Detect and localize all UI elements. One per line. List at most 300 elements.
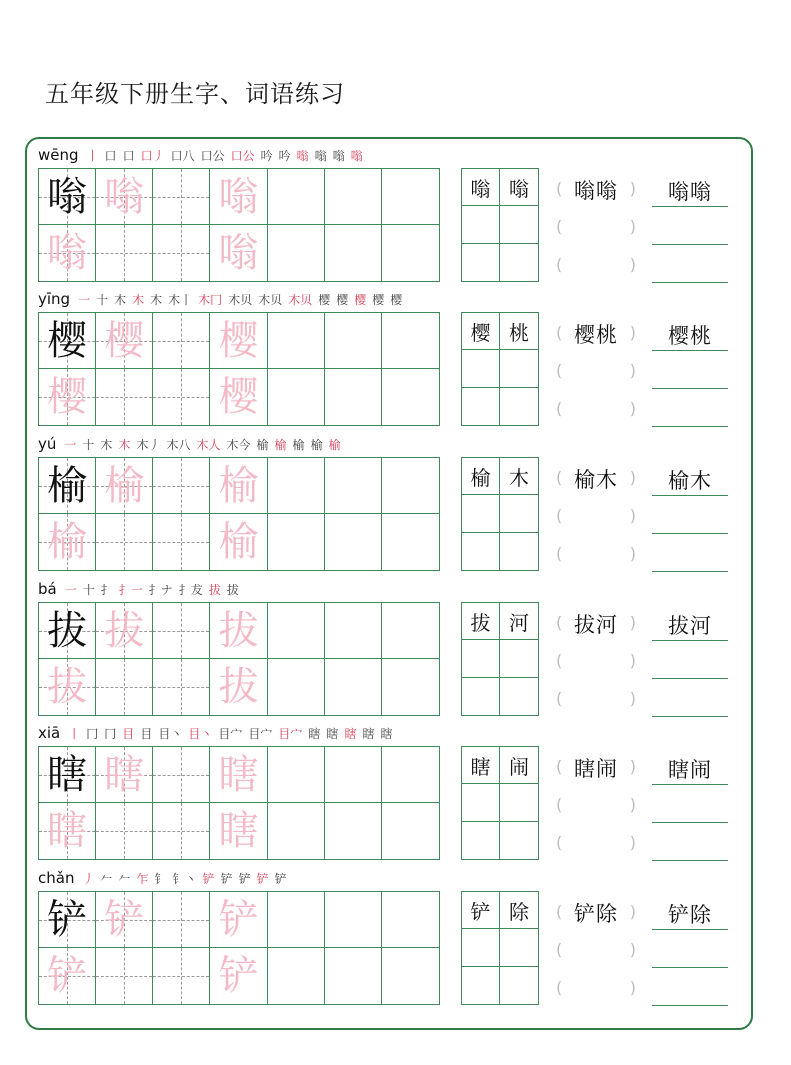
close-paren: ) (629, 977, 636, 997)
writing-cell[interactable] (268, 892, 325, 948)
paren-blank[interactable] (556, 686, 636, 710)
practice-grid (38, 168, 440, 282)
word-cell (462, 313, 500, 350)
answer-line[interactable] (652, 571, 728, 572)
stroke-step: 𠂉 (100, 872, 113, 886)
underline-column (652, 457, 728, 571)
paren-blank[interactable] (556, 830, 636, 854)
word-cell[interactable] (500, 350, 538, 387)
stroke-step: 吟 (260, 149, 273, 163)
word-cell[interactable] (500, 822, 538, 859)
writing-cell[interactable] (210, 225, 267, 281)
trace-char: 榆 (47, 519, 88, 565)
stroke-order-row (38, 867, 293, 887)
writing-cell[interactable] (39, 369, 96, 425)
writing-cell[interactable] (382, 514, 439, 570)
open-paren: ( (556, 254, 563, 274)
trace-char: 嗡 (218, 173, 259, 220)
writing-cell[interactable] (96, 659, 153, 715)
writing-cell[interactable] (96, 169, 153, 225)
stroke-step: 拔 (208, 583, 221, 597)
writing-cell[interactable] (325, 803, 382, 859)
word-char: 河 (509, 610, 529, 635)
stroke-step: 瞎 (362, 727, 375, 741)
writing-cell[interactable] (325, 169, 382, 225)
writing-cell[interactable] (382, 313, 439, 369)
answer-line[interactable] (652, 678, 728, 679)
answer-line[interactable] (652, 967, 728, 968)
stroke-step: 口公 (200, 149, 225, 163)
trace-char: 瞎 (218, 751, 259, 798)
writing-cell[interactable] (268, 313, 325, 369)
stroke-step: 嗡 (314, 149, 327, 163)
stroke-step: 樱 (390, 293, 403, 307)
stroke-step: 目丶 (188, 727, 213, 741)
writing-cell[interactable] (325, 225, 382, 281)
paren-word: 铲除 (574, 902, 618, 926)
writing-cell[interactable] (96, 747, 153, 803)
stroke-step: 乍 (136, 872, 149, 886)
open-paren: ( (556, 650, 563, 670)
writing-cell[interactable] (210, 803, 267, 859)
word-cell[interactable] (462, 929, 500, 966)
writing-cell[interactable] (153, 948, 210, 1004)
stroke-step: 冂 (86, 727, 99, 741)
stroke-step: 口八 (170, 149, 195, 163)
open-paren: ( (556, 322, 563, 342)
writing-cell[interactable] (39, 458, 96, 514)
writing-cell[interactable] (153, 369, 210, 425)
model-char: 瞎 (47, 751, 88, 798)
writing-cell[interactable] (382, 169, 439, 225)
paren-blank[interactable] (556, 252, 636, 276)
open-paren: ( (556, 505, 563, 525)
trace-char: 铲 (47, 953, 88, 999)
word-cell[interactable] (500, 244, 538, 281)
word-grid (461, 746, 539, 860)
writing-cell[interactable] (382, 458, 439, 514)
writing-cell[interactable] (325, 458, 382, 514)
word-cell[interactable] (500, 533, 538, 570)
underline-word: 嗡嗡 (668, 180, 712, 204)
word-cell (462, 169, 500, 206)
stroke-step: 十 (82, 583, 95, 597)
writing-cell[interactable] (382, 225, 439, 281)
writing-cell[interactable] (39, 514, 96, 570)
writing-cell[interactable] (153, 603, 210, 659)
word-cell[interactable] (500, 678, 538, 715)
answer-line[interactable] (652, 244, 728, 245)
answer-line[interactable] (652, 533, 728, 534)
word-cell[interactable] (500, 784, 538, 821)
parentheses-column (556, 602, 636, 716)
trace-char: 榆 (218, 462, 259, 509)
writing-cell[interactable] (210, 892, 267, 948)
underline-column (652, 168, 728, 282)
writing-cell[interactable] (39, 169, 96, 225)
writing-cell[interactable] (268, 603, 325, 659)
pinyin-label: yú (38, 435, 57, 453)
writing-cell[interactable] (153, 313, 210, 369)
stroke-step: 𠂉 (118, 872, 131, 886)
model-char: 樱 (47, 317, 88, 364)
underline-word: 铲除 (668, 903, 712, 927)
writing-cell[interactable] (210, 313, 267, 369)
stroke-step: 樱 (372, 293, 385, 307)
writing-cell[interactable] (268, 225, 325, 281)
stroke-step: 木人 (196, 438, 221, 452)
close-paren: ) (629, 467, 636, 487)
writing-cell[interactable] (210, 603, 267, 659)
writing-cell[interactable] (382, 603, 439, 659)
close-paren: ) (629, 650, 636, 670)
writing-cell[interactable] (325, 948, 382, 1004)
answer-line[interactable] (652, 426, 728, 427)
close-paren: ) (629, 178, 636, 198)
word-cell[interactable] (462, 388, 500, 425)
stroke-step: 樱 (318, 293, 331, 307)
writing-cell[interactable] (382, 803, 439, 859)
word-cell (462, 892, 500, 929)
paren-blank[interactable] (556, 792, 636, 816)
word-cell (462, 603, 500, 640)
close-paren: ) (629, 543, 636, 563)
underline-word: 榆木 (668, 469, 712, 493)
paren-blank[interactable] (556, 214, 636, 238)
close-paren: ) (629, 216, 636, 236)
paren-blank[interactable] (556, 541, 636, 565)
practice-grid (38, 746, 440, 860)
word-cell[interactable] (462, 533, 500, 570)
writing-cell[interactable] (96, 458, 153, 514)
word-cell[interactable] (500, 388, 538, 425)
stroke-step: 嗡 (350, 149, 363, 163)
writing-cell[interactable] (325, 603, 382, 659)
writing-cell[interactable] (153, 892, 210, 948)
underline-word: 拔河 (668, 614, 712, 638)
paren-blank[interactable] (556, 937, 636, 961)
underline-column (652, 746, 728, 860)
writing-cell[interactable] (210, 514, 267, 570)
word-char: 樱 (470, 320, 491, 345)
answer-line[interactable] (652, 388, 728, 389)
paren-word: 拔河 (574, 613, 618, 637)
writing-cell[interactable] (210, 948, 267, 1004)
writing-cell[interactable] (96, 369, 153, 425)
stroke-step: 冂 (104, 727, 117, 741)
trace-char: 拔 (218, 664, 259, 710)
model-char: 榆 (47, 462, 88, 509)
close-paren: ) (629, 360, 636, 380)
writing-cell[interactable] (39, 747, 96, 803)
stroke-step: 木冂 (198, 293, 223, 307)
trace-char: 樱 (218, 317, 259, 364)
writing-cell[interactable] (268, 369, 325, 425)
parentheses-column (556, 168, 636, 282)
stroke-step: 十 (96, 293, 109, 307)
stroke-step: 铲 (274, 872, 287, 886)
word-cell[interactable] (462, 244, 500, 281)
trace-char: 樱 (104, 317, 145, 364)
answer-line[interactable] (652, 860, 728, 861)
word-cell[interactable] (462, 350, 500, 387)
trace-char: 铲 (218, 953, 259, 999)
writing-cell[interactable] (325, 369, 382, 425)
stroke-step: 口公 (230, 149, 255, 163)
answer-line (652, 640, 728, 641)
trace-char: 瞎 (218, 808, 259, 854)
answer-line[interactable] (652, 1005, 728, 1006)
word-char: 桃 (509, 320, 529, 345)
paren-blank[interactable] (556, 975, 636, 999)
underline-column (652, 891, 728, 1005)
pinyin-label: wēng (38, 146, 79, 164)
writing-cell[interactable] (39, 659, 96, 715)
stroke-step: 木 (132, 293, 145, 307)
stroke-step: 木丿 (136, 438, 161, 452)
writing-cell[interactable] (210, 458, 267, 514)
stroke-step: 榆 (274, 438, 287, 452)
close-paren: ) (629, 756, 636, 776)
answer-line (652, 929, 728, 930)
writing-cell[interactable] (39, 225, 96, 281)
stroke-step: 瞎 (344, 727, 357, 741)
open-paren: ( (556, 360, 563, 380)
open-paren: ( (556, 467, 563, 487)
word-cell[interactable] (500, 640, 538, 677)
stroke-step: 丿 (82, 872, 95, 886)
trace-char: 拔 (47, 664, 88, 710)
stroke-step: 铲 (238, 872, 251, 886)
writing-cell[interactable] (382, 369, 439, 425)
writing-cell[interactable] (382, 892, 439, 948)
answer-line[interactable] (652, 716, 728, 717)
stroke-step: 一 (78, 293, 91, 307)
stroke-step: 铲 (256, 872, 269, 886)
writing-cell[interactable] (39, 892, 96, 948)
stroke-step: 扌犮 (178, 583, 203, 597)
pinyin-label: chǎn (38, 869, 75, 887)
answer-line (652, 784, 728, 785)
writing-cell[interactable] (210, 659, 267, 715)
stroke-step: 樱 (336, 293, 349, 307)
writing-cell[interactable] (153, 659, 210, 715)
writing-cell[interactable] (96, 225, 153, 281)
open-paren: ( (556, 756, 563, 776)
stroke-step: 一 (64, 583, 77, 597)
writing-cell[interactable] (325, 514, 382, 570)
paren-word: 榆木 (574, 468, 618, 492)
stroke-step: 口 (122, 149, 135, 163)
word-char: 瞎 (470, 754, 491, 779)
practice-grid (38, 457, 440, 571)
practice-grid (38, 602, 440, 716)
answer-line (652, 350, 728, 351)
word-char: 木 (509, 465, 529, 490)
word-char: 嗡 (509, 176, 529, 201)
writing-cell[interactable] (268, 514, 325, 570)
word-cell[interactable] (462, 967, 500, 1004)
writing-cell[interactable] (268, 803, 325, 859)
stroke-step: 口丿 (140, 149, 165, 163)
writing-cell[interactable] (153, 225, 210, 281)
close-paren: ) (629, 794, 636, 814)
stroke-order-row (38, 288, 408, 308)
paren-blank[interactable] (556, 358, 636, 382)
writing-cell[interactable] (210, 747, 267, 803)
writing-cell[interactable] (96, 514, 153, 570)
word-cell[interactable] (500, 929, 538, 966)
parentheses-column (556, 746, 636, 860)
writing-cell[interactable] (153, 169, 210, 225)
writing-cell[interactable] (382, 948, 439, 1004)
word-cell[interactable] (462, 495, 500, 532)
pinyin-label: bá (38, 580, 57, 598)
writing-cell[interactable] (268, 458, 325, 514)
paren-blank[interactable] (556, 396, 636, 420)
parentheses-column (556, 891, 636, 1005)
open-paren: ( (556, 612, 563, 632)
writing-cell[interactable] (39, 803, 96, 859)
stroke-step: 扌ナ (148, 583, 173, 597)
writing-cell[interactable] (96, 948, 153, 1004)
close-paren: ) (629, 901, 636, 921)
writing-cell[interactable] (268, 948, 325, 1004)
open-paren: ( (556, 543, 563, 563)
paren-blank[interactable] (556, 648, 636, 672)
trace-char: 榆 (104, 462, 145, 509)
stroke-step: 木今 (226, 438, 251, 452)
word-char: 闹 (509, 754, 529, 779)
stroke-order-row (38, 578, 245, 598)
writing-cell[interactable] (153, 458, 210, 514)
stroke-step: 木贝 (258, 293, 283, 307)
stroke-step: 目丶 (158, 727, 183, 741)
writing-cell[interactable] (325, 313, 382, 369)
writing-cell[interactable] (96, 892, 153, 948)
stroke-step: 铲 (202, 872, 215, 886)
open-paren: ( (556, 939, 563, 959)
stroke-step: 榆 (256, 438, 269, 452)
writing-cell[interactable] (268, 169, 325, 225)
word-char: 拔 (470, 610, 491, 635)
practice-grid (38, 891, 440, 1005)
writing-cell[interactable] (382, 659, 439, 715)
paren-word: 樱桃 (574, 323, 618, 347)
stroke-step: 樱 (354, 293, 367, 307)
open-paren: ( (556, 901, 563, 921)
model-char: 铲 (47, 896, 88, 943)
answer-line[interactable] (652, 282, 728, 283)
char-section (0, 869, 791, 1036)
writing-cell[interactable] (268, 659, 325, 715)
trace-char: 拔 (104, 607, 145, 654)
writing-cell[interactable] (153, 747, 210, 803)
word-cell[interactable] (462, 640, 500, 677)
writing-cell[interactable] (96, 603, 153, 659)
stroke-step: 榆 (328, 438, 341, 452)
word-char: 铲 (470, 899, 491, 924)
writing-cell[interactable] (96, 313, 153, 369)
writing-cell[interactable] (39, 313, 96, 369)
close-paren: ) (629, 505, 636, 525)
paren-word: 嗡嗡 (574, 179, 618, 203)
writing-cell[interactable] (268, 747, 325, 803)
stroke-order-row (38, 722, 398, 742)
close-paren: ) (629, 398, 636, 418)
stroke-step: 嗡 (332, 149, 345, 163)
answer-line (652, 206, 728, 207)
stroke-step: 木 (114, 293, 127, 307)
page-title: 五年级下册生字、词语练习 (45, 80, 345, 108)
open-paren: ( (556, 977, 563, 997)
trace-char: 铲 (104, 896, 145, 943)
paren-blank[interactable] (556, 503, 636, 527)
underline-word: 瞎闹 (668, 758, 712, 782)
parentheses-column (556, 457, 636, 571)
writing-cell[interactable] (325, 659, 382, 715)
paren-word: 瞎闹 (574, 757, 618, 781)
writing-cell[interactable] (39, 603, 96, 659)
trace-char: 嗡 (104, 173, 145, 220)
stroke-order-row (38, 144, 369, 164)
word-cell[interactable] (500, 495, 538, 532)
close-paren: ) (629, 612, 636, 632)
trace-char: 铲 (218, 896, 259, 943)
word-cell[interactable] (500, 206, 538, 243)
writing-cell[interactable] (382, 747, 439, 803)
stroke-step: 钅 (154, 872, 167, 886)
stroke-step: 目 (140, 727, 153, 741)
stroke-step: 十 (82, 438, 95, 452)
trace-char: 樱 (218, 374, 259, 420)
word-cell[interactable] (462, 822, 500, 859)
word-cell[interactable] (462, 784, 500, 821)
word-char: 嗡 (470, 176, 491, 201)
writing-cell[interactable] (325, 747, 382, 803)
word-cell (500, 603, 538, 640)
writing-cell[interactable] (96, 803, 153, 859)
word-cell (500, 747, 538, 784)
word-cell (500, 313, 538, 350)
open-paren: ( (556, 688, 563, 708)
word-cell[interactable] (462, 678, 500, 715)
word-char: 榆 (470, 465, 491, 490)
answer-line[interactable] (652, 822, 728, 823)
stroke-step: 瞎 (380, 727, 393, 741)
model-char: 拔 (47, 607, 88, 654)
word-grid (461, 602, 539, 716)
close-paren: ) (629, 688, 636, 708)
trace-char: 瞎 (47, 808, 88, 854)
word-cell[interactable] (500, 967, 538, 1004)
word-cell (462, 747, 500, 784)
writing-cell[interactable] (325, 892, 382, 948)
word-cell (500, 169, 538, 206)
writing-cell[interactable] (210, 369, 267, 425)
writing-cell[interactable] (153, 514, 210, 570)
pinyin-label: xiā (38, 724, 61, 742)
pinyin-label: yīng (38, 290, 71, 308)
stroke-step: 扌一 (118, 583, 143, 597)
word-cell[interactable] (462, 206, 500, 243)
writing-cell[interactable] (210, 169, 267, 225)
writing-cell[interactable] (39, 948, 96, 1004)
writing-cell[interactable] (153, 803, 210, 859)
stroke-step: 目宀 (248, 727, 273, 741)
stroke-step: 丨 (68, 727, 81, 741)
stroke-step: 瞎 (326, 727, 339, 741)
